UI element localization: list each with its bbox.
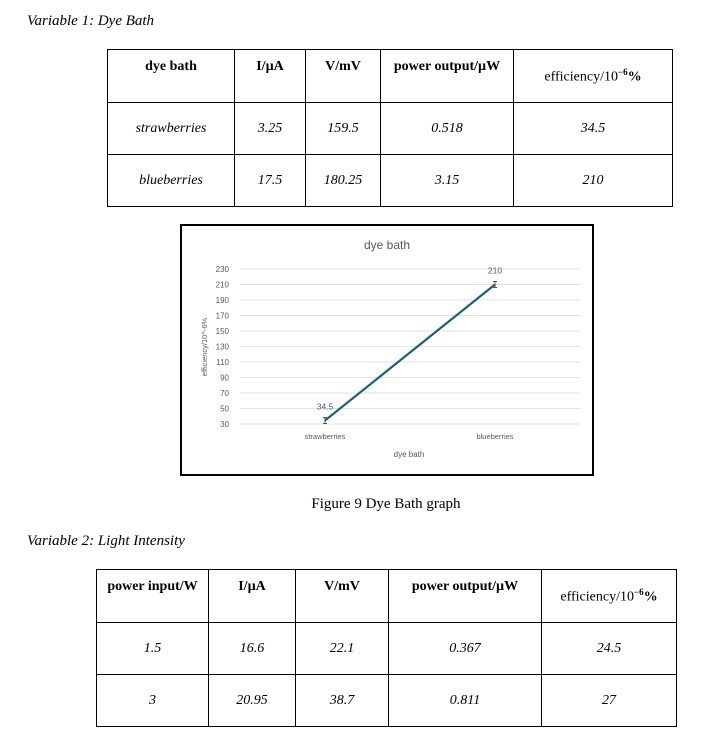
table-header-row bbox=[108, 50, 673, 103]
y-tick-label: 210 bbox=[215, 280, 229, 290]
table-cell: 3 bbox=[97, 675, 209, 727]
figure-caption: Figure 9 Dye Bath graph bbox=[311, 496, 461, 512]
chart-canvas bbox=[182, 226, 592, 474]
series-line-group bbox=[317, 266, 503, 424]
y-tick-label: 110 bbox=[216, 358, 229, 367]
variable1-heading: Variable 1: Dye Bath bbox=[27, 13, 155, 29]
x-tick-label: strawberries bbox=[304, 432, 346, 441]
table-cell: 0.811 bbox=[389, 675, 542, 727]
percent-sign: % bbox=[627, 69, 642, 85]
column-header: I/µA bbox=[209, 570, 296, 623]
y-tick-label: 50 bbox=[220, 404, 229, 414]
light-intensity-table bbox=[96, 569, 677, 727]
column-header: I/µA bbox=[235, 50, 306, 103]
table-cell: 0.518 bbox=[381, 103, 514, 155]
efficiency-label: efficiency/10 bbox=[560, 589, 634, 605]
y-tick-label: 190 bbox=[215, 296, 229, 305]
table-cell: 34.5 bbox=[514, 103, 673, 155]
y-tick-label: 170 bbox=[215, 311, 229, 321]
variable2-heading: Variable 2: Light Intensity bbox=[27, 533, 185, 549]
y-tick-label: 90 bbox=[220, 373, 229, 383]
dye-bath-chart bbox=[180, 224, 594, 476]
x-axis-label: dye bath bbox=[393, 450, 425, 459]
table-cell: blueberries bbox=[108, 155, 235, 207]
x-tick-labels bbox=[305, 432, 514, 441]
table-cell: 38.7 bbox=[296, 675, 389, 727]
table-cell: 0.367 bbox=[389, 623, 542, 675]
y-tick-label: 130 bbox=[215, 342, 229, 352]
table-cell: strawberries bbox=[108, 103, 235, 155]
column-header: power output/µW bbox=[381, 50, 514, 103]
table-cell: 180.25 bbox=[306, 155, 381, 207]
table-cell: 1.5 bbox=[97, 623, 209, 675]
column-header: dye bath bbox=[108, 50, 235, 103]
dye-bath-table bbox=[107, 49, 673, 207]
table-row bbox=[108, 155, 673, 207]
y-axis-label: efficiency/10^-6% bbox=[200, 317, 209, 377]
table-cell: 159.5 bbox=[306, 103, 381, 155]
percent-sign: % bbox=[643, 589, 658, 605]
table-row bbox=[108, 103, 673, 155]
column-header-efficiency bbox=[514, 50, 673, 103]
series-line bbox=[325, 285, 495, 421]
table-cell: 24.5 bbox=[542, 623, 677, 675]
table-cell: 17.5 bbox=[235, 155, 306, 207]
exponent: −6 bbox=[633, 587, 644, 597]
y-tick-label: 70 bbox=[220, 389, 229, 398]
table-cell: 16.6 bbox=[209, 623, 296, 675]
table-cell: 22.1 bbox=[296, 623, 389, 675]
table-row bbox=[97, 675, 677, 727]
table-cell: 27 bbox=[542, 675, 677, 727]
column-header: V/mV bbox=[296, 570, 389, 623]
y-tick-labels bbox=[216, 265, 230, 429]
table-cell: 20.95 bbox=[209, 675, 296, 727]
chart-title: dye bath bbox=[363, 238, 411, 252]
column-header-efficiency bbox=[542, 570, 677, 623]
column-header: V/mV bbox=[306, 50, 381, 103]
column-header: power output/µW bbox=[389, 570, 542, 623]
exponent: −6 bbox=[617, 67, 628, 77]
y-tick-label: 150 bbox=[215, 327, 229, 336]
gridlines bbox=[240, 269, 580, 424]
table-cell: 210 bbox=[514, 155, 673, 207]
y-tick-label: 30 bbox=[220, 420, 229, 429]
column-header: power input/W bbox=[97, 570, 209, 623]
table-cell: 3.15 bbox=[381, 155, 514, 207]
efficiency-label: efficiency/10 bbox=[544, 69, 618, 85]
y-tick-label: 230 bbox=[215, 265, 229, 274]
data-label: 34.5 bbox=[316, 401, 334, 412]
x-tick-label: blueberries bbox=[476, 432, 514, 441]
table-row bbox=[97, 623, 677, 675]
data-label: 210 bbox=[487, 265, 503, 276]
table-cell: 3.25 bbox=[235, 103, 306, 155]
table-header-row bbox=[97, 570, 677, 623]
